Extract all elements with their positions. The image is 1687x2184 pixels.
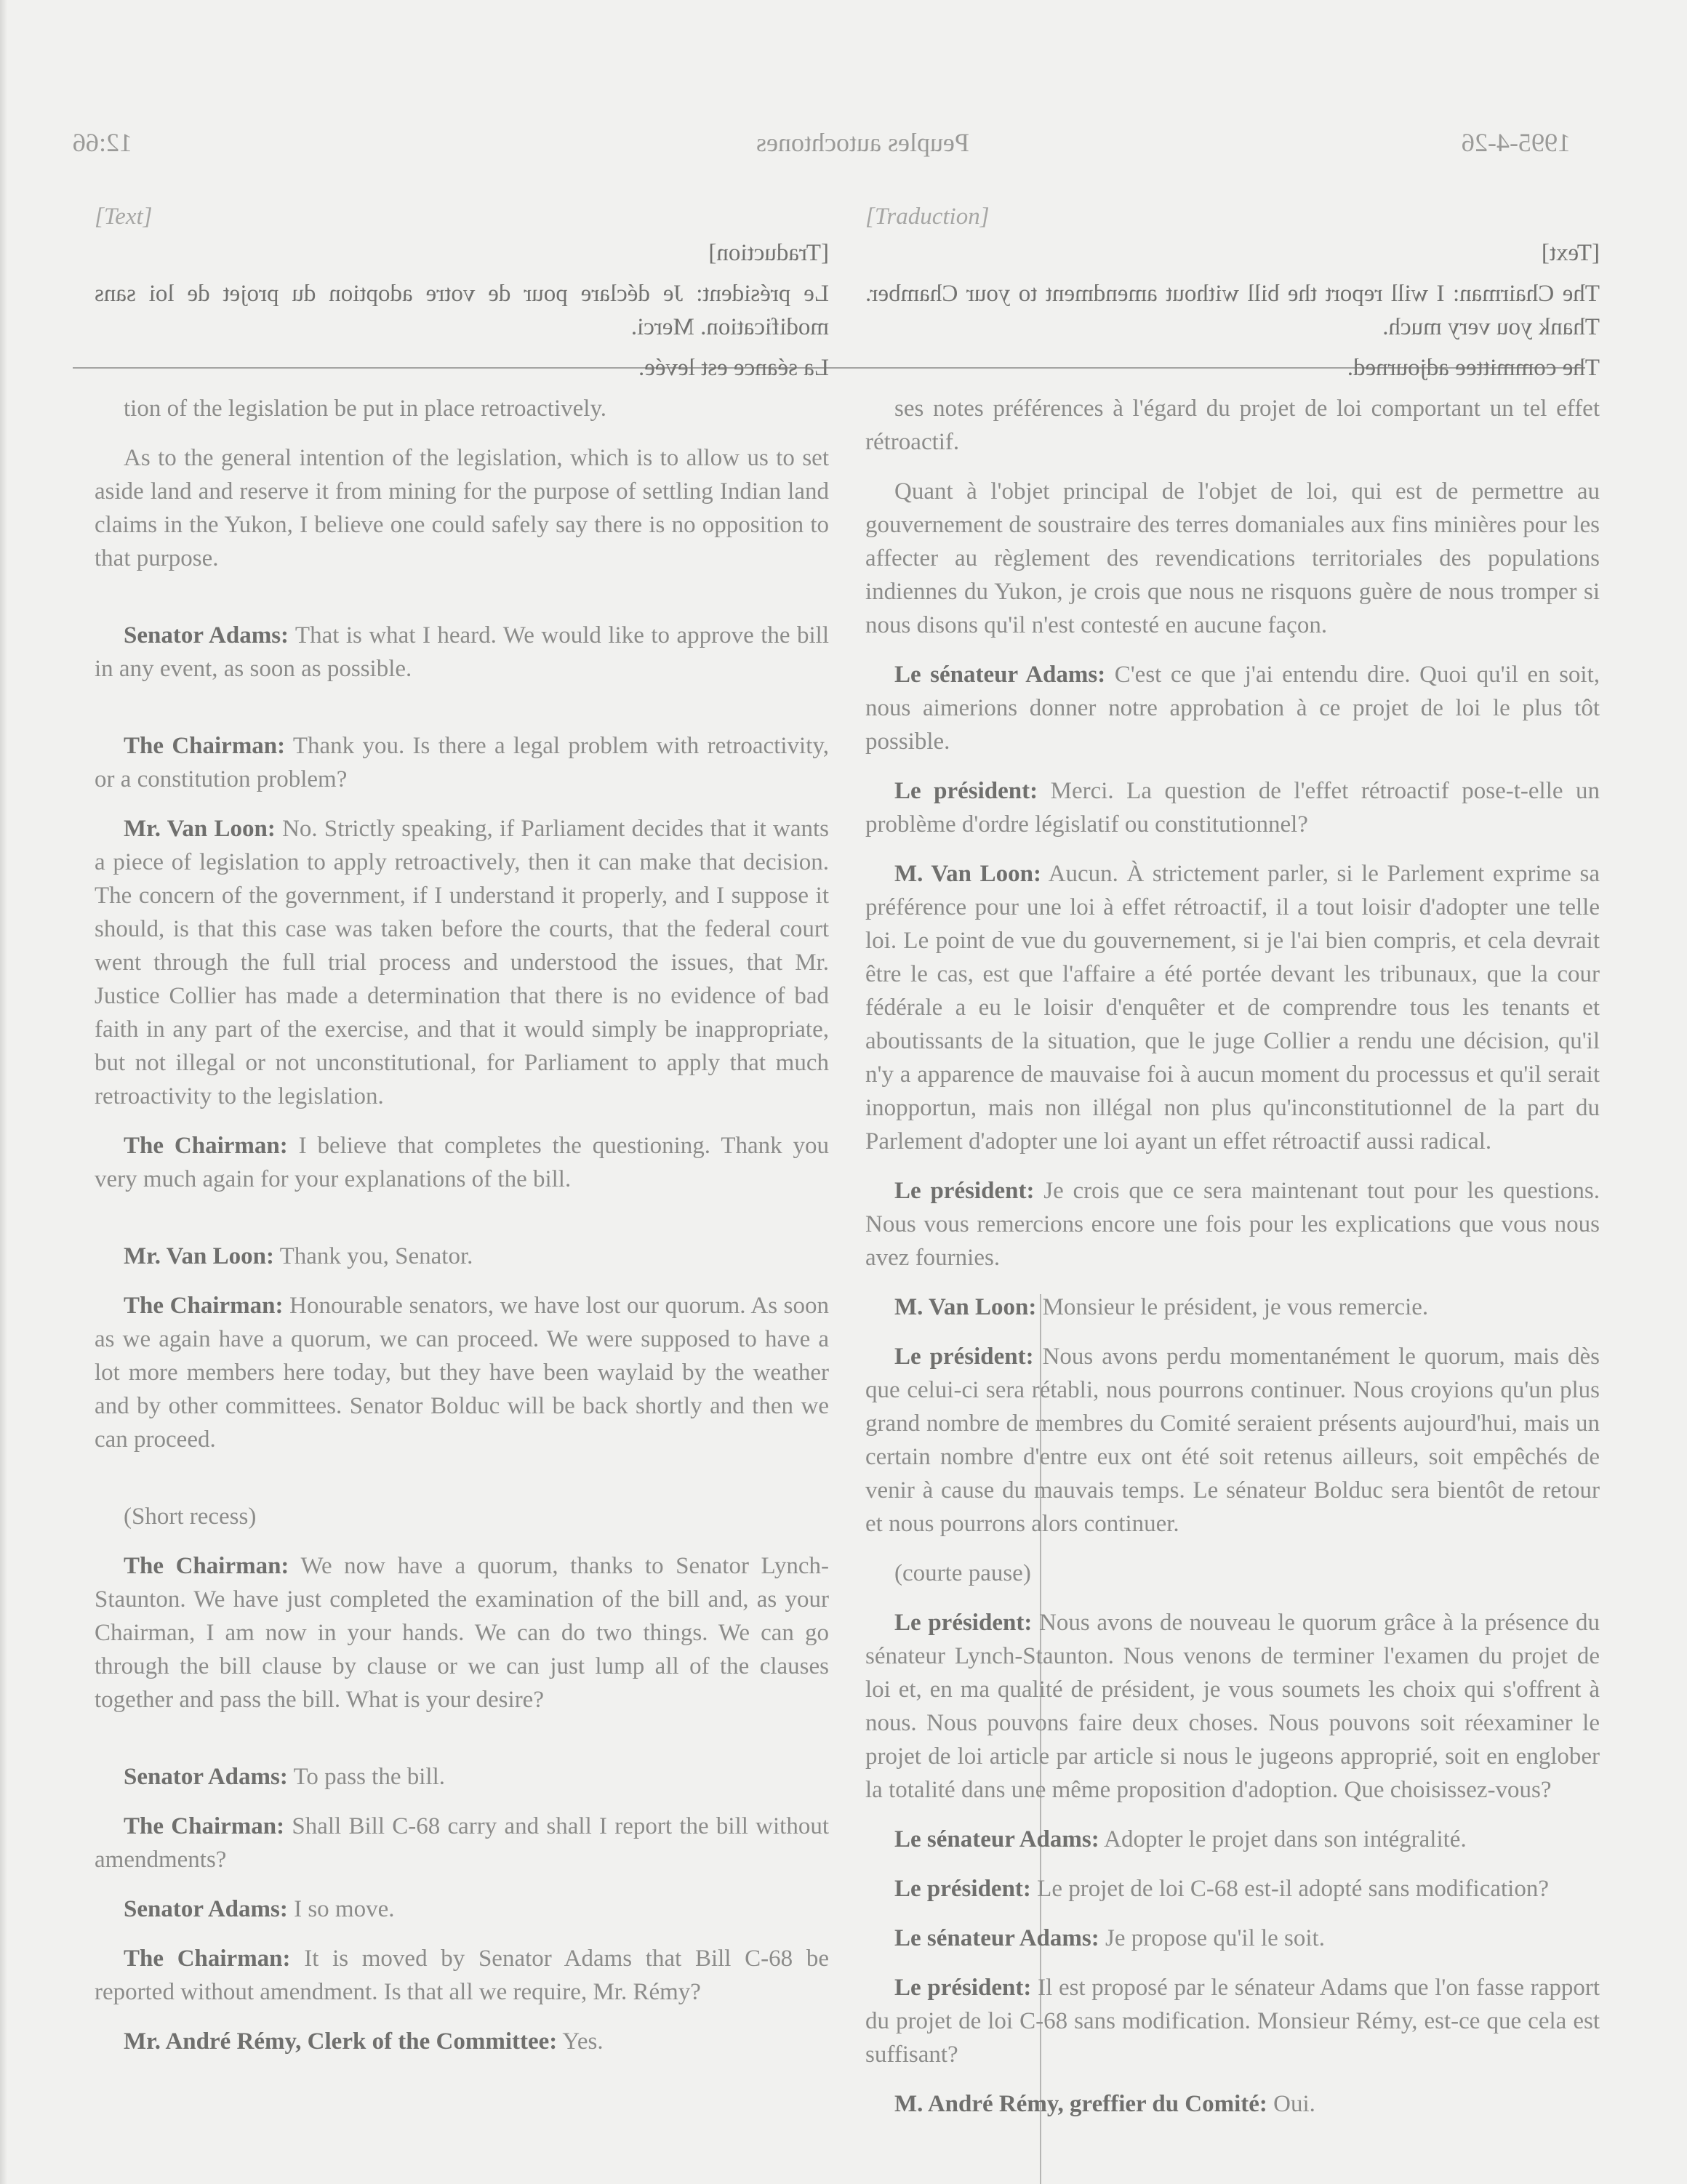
speaker-name: Mr. André Rémy, Clerk of the Committee: (124, 2028, 558, 2055)
speaker-name: Senator Adams: (124, 1764, 288, 1790)
mirrored-bleed-through (95, 236, 829, 385)
speaker-name: Le président: (894, 1344, 1034, 1370)
speaker-name: Le sénateur Adams: (894, 662, 1106, 688)
speech-text: Merci. La question de l'effet rétroactif pose-t-elle un problème d'ordre législatif ou constitutionnel? (865, 778, 1600, 838)
speaker-name: M. Van Loon: (894, 1294, 1037, 1320)
speech-text: Nous avons de nouveau le quorum grâce à la présence du sénateur Lynch-Staunton. Nous venons de terminer l'examen du projet de loi et, en ma qualité de président, je vous soumets les choix qui s'offrent à nous. Nous pouvons faire deux choses. Nous pouvons soit réexaminer le projet de loi article par article si nous le jugeons approprié, soit en englober la totalité dans une même proposition d'adoption. Que choisissez-vous? (865, 1610, 1600, 1803)
speech-text: Aucun. À strictement parler, si le Parlement exprime sa préférence pour une loi à effet rétroactif, il a tout loisir d'adopter une telle loi. Le point de vue du gouvernement, si je l'ai bien compris, et cela devrait être le cas, est que l'affaire a été portée devant les tribunaux, que la cour fédérale a eu le loisir d'enquêter et de comprendre tous les tenants et aboutissants de la situation, que le juge Collier a rendu une décision, qu'il n'y a apparence de mauvaise foi à aucun moment du processus et qu'il serait inopportun, mais non illégal non plus qu'inconstitutionnel de la part du Parlement d'adopter une loi ayant un effet rétroactif aussi radical. (865, 861, 1600, 1155)
transcript-paragraph (865, 475, 1600, 642)
speech-text: Honourable senators, we have lost our quorum. As soon as we again have a quorum, we can proceed. We were supposed to have a lot more members here today, but they have been waylaid by the weather and by other committees. Senator Bolduc will be back shortly and then we can proceed. (95, 1293, 830, 1453)
speech-text: Yes. (562, 2028, 604, 2055)
transcript-paragraph (95, 729, 829, 796)
transcript-paragraph (865, 2087, 1600, 2121)
speaker-name: The Chairman: (124, 1813, 285, 1839)
mirrored-bleed-through (865, 236, 1600, 385)
speech-text: Adopter le projet dans son intégralité. (1104, 1826, 1467, 1852)
transcript-paragraph (865, 1606, 1600, 1807)
speaker-name: M. Van Loon: (894, 861, 1041, 887)
transcript-paragraph (865, 658, 1600, 758)
speaker-name: The Chairman: (124, 1553, 289, 1579)
speech-text: Nous avons perdu momentanément le quorum, mais dès que celui-ci sera rétabli, nous pourrons continuer. Nous croyions qu'un plus grand nombre de membres du Comité seraient présents aujourd'hui, mais un certain nombre d'entre eux ont été soit retenus ailleurs, soit empêchés de venir à cause du mauvais temps. Le sénateur Bolduc sera bientôt de retour et nous pourrons alors continuer. (865, 1344, 1600, 1537)
transcript-paragraph (95, 1942, 829, 2009)
speech-text: Monsieur le président, je vous remercie. (1042, 1294, 1429, 1320)
mirrored-text: [Text] (1541, 240, 1600, 266)
header-title: Peuples autochtones (756, 128, 969, 157)
transcript-paragraph (865, 1872, 1600, 1906)
transcript-paragraph (95, 2025, 829, 2058)
speaker-name: Le président: (894, 778, 1038, 804)
paragraph-list (95, 392, 829, 2058)
transcript-paragraph (865, 774, 1600, 841)
transcript-paragraph (865, 1823, 1600, 1856)
transcript-paragraph (95, 1289, 829, 1456)
speech-text: Oui. (1273, 2091, 1315, 2117)
transcript-paragraph (95, 1240, 829, 1273)
transcript-paragraph (95, 1500, 829, 1533)
speech-text: (Short recess) (124, 1503, 257, 1530)
speaker-name: Le sénateur Adams: (894, 1925, 1099, 1951)
speech-text: Je propose qu'il le soit. (1105, 1925, 1325, 1951)
french-column (865, 200, 1600, 2137)
transcript-paragraph (865, 1174, 1600, 1274)
speech-text: Shall Bill C-68 carry and shall I report the bill without amendments? (95, 1813, 830, 1873)
column-label: [Text] (95, 204, 153, 230)
transcript-paragraph (95, 812, 829, 1113)
speech-text: No. Strictly speaking, if Parliament decides that it wants a piece of legislation to apply retroactively, then it can make that decision. The concern of the government, if I understand it properly, and I suppose it should, is that this case was taken before the courts, that the federal court went through the full trial process and understood the issues, that Mr. Justice Collier has made a determination that there is no evidence of bad faith in any part of the exercise, and that it would simply be inappropriate, but not illegal or not unconstitutional, for Parliament to apply that much retroactivity to the legislation. (95, 816, 829, 1109)
transcript-paragraph (95, 619, 829, 686)
transcript-paragraph (95, 392, 829, 425)
running-header (73, 127, 1571, 171)
speaker-name: M. André Rémy, greffier du Comité: (894, 2091, 1267, 2117)
page-edge-shadow (0, 0, 7, 2184)
transcript-paragraph (95, 1760, 829, 1794)
mirrored-text: The committee adjourned. (1347, 355, 1600, 381)
transcript-paragraph (865, 1922, 1600, 1955)
speaker-name: The Chairman: (124, 1293, 284, 1319)
mirrored-text: La séance est levée. (638, 355, 829, 381)
transcript-paragraph (95, 441, 829, 575)
speech-text: We now have a quorum, thanks to Senator Lynch-Staunton. We have just completed the examination of the bill and, as your Chairman, I am now in your hands. We can do two things. We can go through the bill clause by clause or we can just lump all of the clauses together and pass the bill. What is your desire? (95, 1553, 830, 1713)
speech-text: Le projet de loi C-68 est-il adopté sans modification? (1037, 1876, 1549, 1902)
speaker-name: Mr. Van Loon: (124, 816, 276, 842)
speaker-name: Senator Adams: (124, 1896, 288, 1922)
speech-text: To pass the bill. (293, 1764, 445, 1790)
speech-text: Il est proposé par le sénateur Adams que l'on fasse rapport du projet de loi C-68 sans modification. Monsieur Rémy, est-ce que cela est suffisant? (865, 1975, 1600, 2068)
transcript-paragraph (865, 1290, 1600, 1324)
speech-text: Je crois que ce sera maintenant tout pour les questions. Nous vous remercions encore une fois pour les explications que vous nous avez fournies. (865, 1178, 1600, 1271)
transcript-paragraph (865, 1971, 1600, 2071)
speech-text: (courte pause) (894, 1560, 1031, 1586)
header-date: 1995-4-26 (1462, 128, 1571, 157)
speaker-name: Senator Adams: (124, 622, 289, 649)
english-column (95, 200, 829, 2074)
speech-text: It is moved by Senator Adams that Bill C-68 be reported without amendment. Is that all we require, Mr. Rémy? (95, 1946, 829, 2005)
transcript-paragraph (865, 857, 1600, 1158)
speaker-name: The Chairman: (124, 1946, 291, 1972)
speaker-name: Le président: (894, 1610, 1033, 1636)
speaker-name: Le président: (894, 1876, 1031, 1902)
speech-text: tion of the legislation be put in place retroactively. (124, 396, 607, 422)
speech-text: Thank you. Is there a legal problem with retroactivity, or a constitution problem? (95, 733, 829, 792)
header-page-number: 12:66 (73, 128, 133, 157)
speech-text: ses notes préférences à l'égard du projet de loi comportant un tel effet rétroactif. (865, 396, 1600, 455)
speaker-name: Mr. Van Loon: (124, 1243, 274, 1269)
speech-text: That is what I heard. We would like to approve the bill in any event, as soon as possible. (95, 622, 830, 682)
speaker-name: Le président: (894, 1178, 1035, 1204)
transcript-paragraph (865, 1557, 1600, 1590)
mirrored-text: [Traduction] (708, 240, 829, 266)
column-label: [Traduction] (865, 204, 990, 230)
speech-text: I believe that completes the questioning. Thank you very much again for your explanations of the bill. (95, 1133, 830, 1192)
speech-text: Quant à l'objet principal de l'objet de loi, qui est de permettre au gouvernement de soustraire des terres domaniales aux fins minières pour les affecter au règlement des revendications territoriales des populations indiennes du Yukon, je crois que nous ne risquons guère de nous tromper si nous disons qu'il n'est contesté en aucune façon. (865, 478, 1600, 638)
transcript-paragraph (95, 1549, 829, 1717)
speech-text: I so move. (294, 1896, 395, 1922)
speaker-name: The Chairman: (124, 733, 286, 759)
speaker-name: Le sénateur Adams: (894, 1826, 1099, 1852)
paragraph-list (865, 392, 1600, 2121)
transcript-paragraph (865, 392, 1600, 459)
transcript-paragraph (95, 1810, 829, 1876)
speaker-name: Le président: (894, 1975, 1032, 2001)
speech-text: C'est ce que j'ai entendu dire. Quoi qu'il en soit, nous aimerions donner notre approbation à ce projet de loi le plus tôt possible. (865, 662, 1600, 755)
transcript-paragraph (95, 1892, 829, 1926)
transcript-paragraph (95, 1129, 829, 1196)
speaker-name: The Chairman: (124, 1133, 288, 1159)
mirrored-text: Le président: Je déclare pour de votre adoption du projet de loi sans modification. Merci. (95, 281, 829, 340)
speech-text: Thank you, Senator. (279, 1243, 473, 1269)
transcript-paragraph (865, 1340, 1600, 1541)
mirrored-text: The Chairman: I will report the bill without amendment to your Chamber. Thank you very much. (865, 281, 1600, 340)
speech-text: As to the general intention of the legislation, which is to allow us to set aside land and reserve it from mining for the purpose of settling Indian land claims in the Yukon, I believe one could safely say there is no opposition to that purpose. (95, 445, 829, 571)
